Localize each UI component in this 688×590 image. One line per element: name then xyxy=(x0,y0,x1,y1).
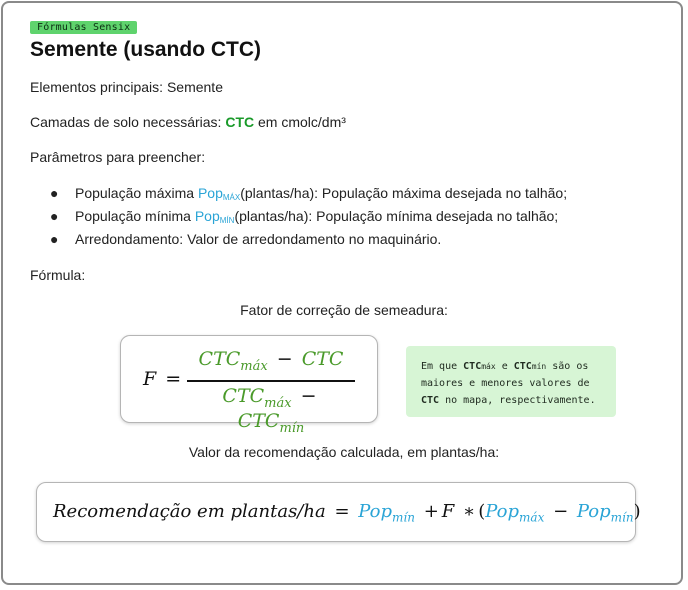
param-suffix: (plantas/ha): População mínima desejada no talhão; xyxy=(234,208,559,224)
fraction-denominator: $CTC_{máx} - CTC_{mín}$ xyxy=(222,384,317,437)
params-list xyxy=(30,182,567,251)
fator-lhs: F = xyxy=(143,368,182,390)
param-var: Pop$_{MÍN}$ xyxy=(194,208,235,225)
fator-label: Fator de correção de semeadura: xyxy=(240,302,448,318)
param-prefix: População mínima xyxy=(75,208,195,224)
ctc-highlight: CTC xyxy=(225,114,255,130)
param-prefix: Arredondamento: Valor de arredondamento no maquinário. xyxy=(75,231,442,247)
elementos-line: Elementos principais: Semente xyxy=(30,79,223,95)
list-item xyxy=(30,228,567,251)
bullet-icon: ● xyxy=(50,208,59,224)
list-item xyxy=(30,182,567,205)
recomendacao-formula-box xyxy=(36,482,641,542)
param-var: Pop$_{MÁX}$ xyxy=(197,185,241,202)
param-prefix: População máxima xyxy=(75,185,198,201)
note-line-1: Em que CTCmáx e CTCmín são os xyxy=(421,361,589,372)
page-title: Semente (usando CTC) xyxy=(30,38,262,61)
valor-label: Valor da recomendação calculada, em plantas/ha: xyxy=(188,444,500,460)
fraction-bar xyxy=(187,380,355,382)
camadas-suffix: em cmolc/dm³ xyxy=(254,114,346,130)
param-suffix: (plantas/ha): População máxima desejada no talhão; xyxy=(240,185,568,201)
ctc-note xyxy=(406,346,616,417)
recomendacao-equation: Recomendação em plantas/ha = Pop$_{mín}$ + F ∗ (Pop$_{máx}$ − Pop$_{mín}$) xyxy=(53,501,641,525)
formula-label: Fórmula: xyxy=(30,267,86,283)
note-line-2: maiores e menores valores de xyxy=(421,378,590,389)
fator-fraction xyxy=(187,348,355,436)
fator-formula-box xyxy=(120,335,378,437)
source-tag: Fórmulas Sensix xyxy=(30,21,137,34)
bullet-icon: ● xyxy=(50,185,59,201)
parametros-label: Parâmetros para preencher: xyxy=(30,149,206,165)
note-line-3: CTC no mapa, respectivamente. xyxy=(421,395,596,406)
camadas-prefix: Camadas de solo necessárias: xyxy=(30,114,226,130)
camadas-line xyxy=(30,114,346,130)
list-item xyxy=(30,205,567,228)
bullet-icon: ● xyxy=(50,231,59,247)
fraction-numerator: $CTC_{máx}$ − CTC xyxy=(198,348,344,374)
